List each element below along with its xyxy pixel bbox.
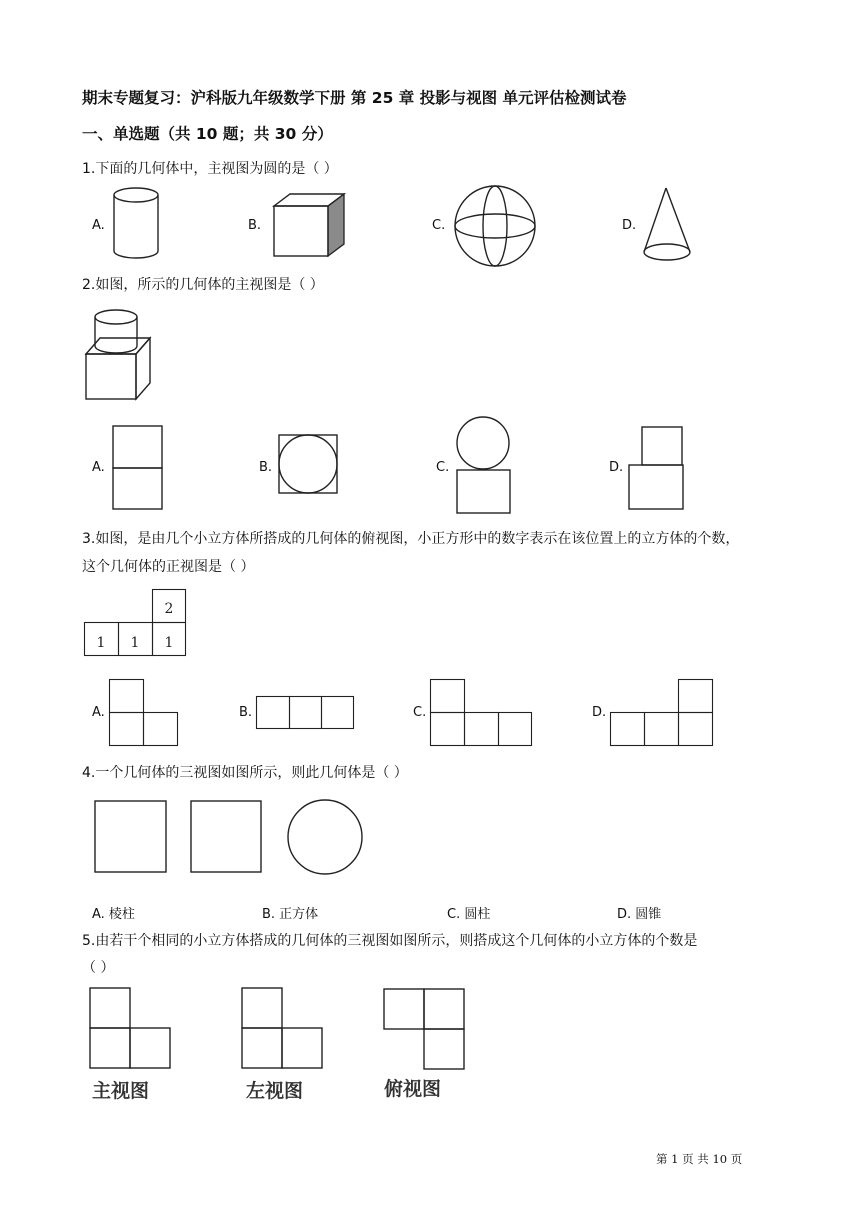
q4-option-d: D. 圆锥: [617, 907, 662, 922]
question-4-text: 4.一个几何体的三视图如图所示，则此几何体是（ ）: [82, 765, 408, 781]
q3-grid-number: 1: [130, 635, 140, 651]
q1-option-a-cylinder: [108, 185, 168, 265]
q3-option-a-view: [108, 679, 182, 749]
q1-option-c-sphere: [452, 183, 542, 273]
q3-option-b-view: [255, 696, 357, 730]
q3-grid-number: 1: [164, 635, 174, 651]
q2-option-b-label: B.: [259, 460, 273, 475]
q5-top-view: [382, 987, 468, 1105]
q1-option-d-cone: [640, 186, 700, 266]
q3-grid-number: 1: [96, 635, 106, 651]
q3-option-d-label: D.: [592, 705, 607, 720]
q5-view-label: 俯视图: [384, 1078, 442, 1100]
q5-front-view: [88, 987, 174, 1105]
q5-view-label: 左视图: [246, 1080, 304, 1102]
section-heading: 一、单选题（共 10 题；共 30 分）: [82, 125, 333, 143]
question-5-text-line2: （ ）: [82, 960, 115, 976]
q1-option-d-label: D.: [622, 218, 637, 233]
q2-solid-figure: [84, 304, 164, 404]
q3-option-c-view: [429, 679, 535, 749]
question-1-text: 1.下面的几何体中，主视图为圆的是（ ）: [82, 161, 338, 177]
q2-option-a-view: [112, 425, 164, 511]
q3-option-b-label: B.: [239, 705, 253, 720]
q2-option-a-label: A.: [92, 460, 105, 475]
q4-option-b: B. 正方体: [262, 907, 319, 922]
q1-option-b-cube: [270, 192, 350, 262]
question-3-text-line1: 3.如图，是由几个小立方体所搭成的几何体的俯视图，小正方形中的数字表示在该位置上的立方体的个数，: [82, 531, 740, 547]
q2-option-d-label: D.: [609, 460, 624, 475]
q3-option-d-view: [610, 679, 716, 749]
q3-option-a-label: A.: [92, 705, 105, 720]
q2-option-b-view: [278, 434, 340, 496]
question-2-text: 2.如图，所示的几何体的主视图是（ ）: [82, 277, 324, 293]
q4-option-c: C. 圆柱: [447, 907, 491, 922]
q2-option-d-view: [628, 426, 686, 512]
q3-option-c-label: C.: [413, 705, 427, 720]
q1-option-c-label: C.: [432, 218, 446, 233]
q5-left-view: [240, 987, 326, 1105]
q3-grid-number: 2: [164, 601, 174, 617]
q5-view-label: 主视图: [92, 1080, 150, 1102]
page-footer: 第 1 页 共 10 页: [656, 1152, 743, 1166]
q4-three-views: [94, 799, 369, 879]
q3-top-view-grid: [84, 589, 190, 659]
q4-option-a: A. 棱柱: [92, 907, 135, 922]
document-title: 期末专题复习：沪科版九年级数学下册 第 25 章 投影与视图 单元评估检测试卷: [82, 89, 627, 107]
q2-option-c-view: [454, 417, 514, 517]
q1-option-b-label: B.: [248, 218, 262, 233]
q2-option-c-label: C.: [436, 460, 450, 475]
q1-option-a-label: A.: [92, 218, 105, 233]
question-3-text-line2: 这个几何体的正视图是（ ）: [82, 559, 255, 575]
question-5-text-line1: 5.由若干个相同的小立方体搭成的几何体的三视图如图所示，则搭成这个几何体的小立方体的个数是: [82, 933, 698, 949]
